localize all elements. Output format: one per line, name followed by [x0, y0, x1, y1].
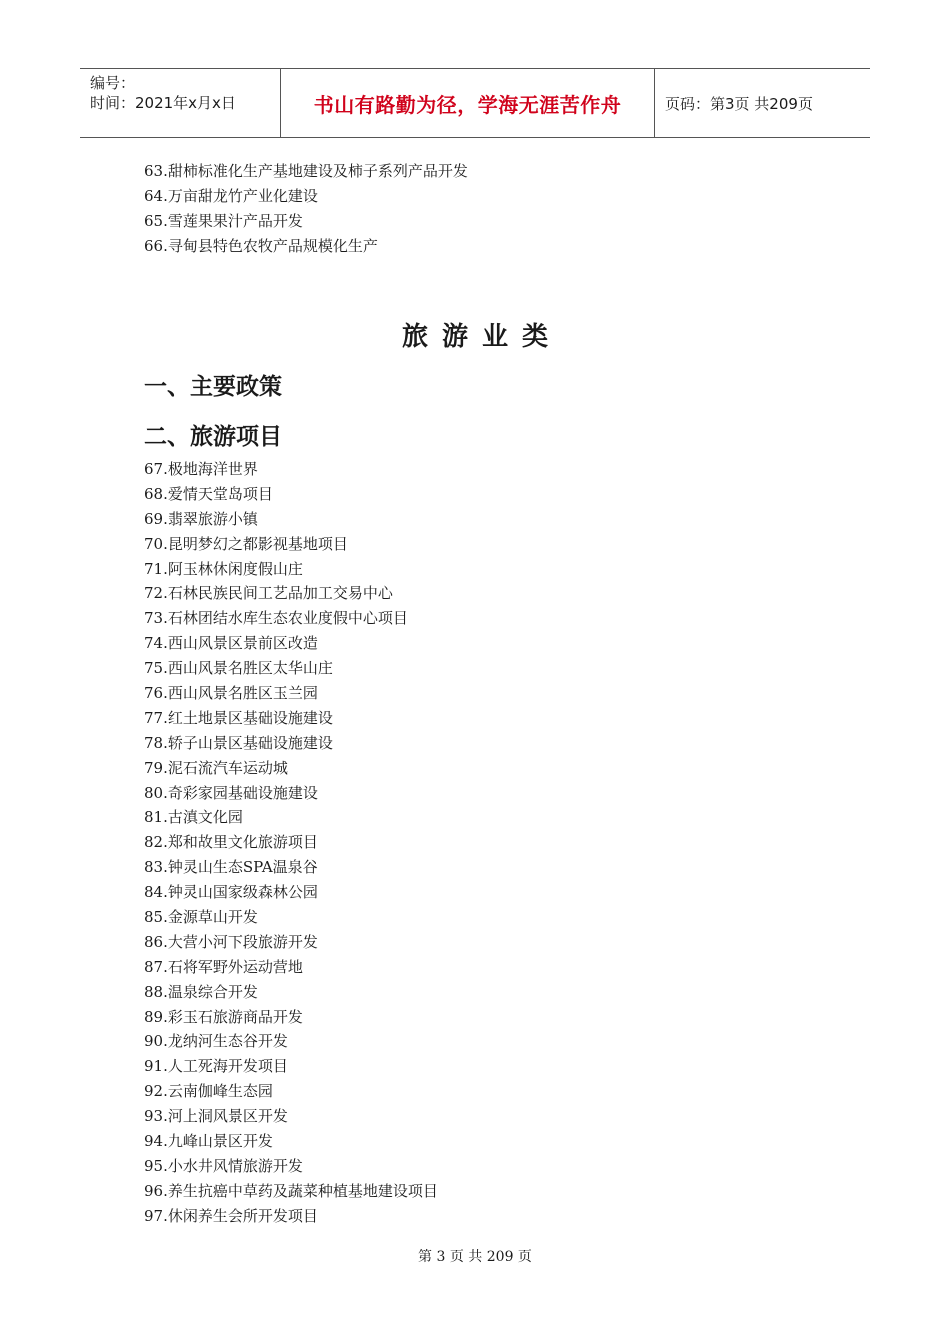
time-label: 时间：2021年x月x日	[90, 94, 236, 112]
list-item: 73.石林团结水库生态农业度假中心项目	[144, 609, 408, 628]
heading-policies: 一、主要政策	[144, 374, 282, 400]
list-item: 92.云南伽峰生态园	[144, 1082, 273, 1101]
list-item: 83.钟灵山生态SPA温泉谷	[144, 858, 318, 877]
header-page-info: 页码：第3页 共209页	[665, 94, 813, 113]
list-item: 70.昆明梦幻之都影视基地项目	[144, 534, 348, 553]
list-item: 64.万亩甜龙竹产业化建设	[144, 186, 318, 205]
list-item: 82.郑和故里文化旅游项目	[144, 833, 318, 852]
list-item: 95.小水井风情旅游开发	[144, 1156, 303, 1175]
heading-projects: 二、旅游项目	[144, 424, 282, 450]
list-item: 94.九峰山景区开发	[144, 1132, 273, 1151]
list-item: 97.休闲养生会所开发项目	[144, 1206, 318, 1225]
list-item: 67.极地海洋世界	[144, 460, 258, 478]
list-item: 66.寻甸县特色农牧产品规模化生产	[144, 236, 378, 255]
code-label: 编号：	[90, 74, 136, 92]
list-item: 89.彩玉石旅游商品开发	[144, 1007, 303, 1026]
list-item: 71.阿玉林休闲度假山庄	[144, 559, 303, 578]
list-item: 63.甜柿标准化生产基地建设及柿子系列产品开发	[144, 162, 468, 180]
list-item: 79.泥石流汽车运动城	[144, 758, 288, 777]
list-projects	[144, 457, 438, 1229]
list-item: 72.石林民族民间工艺品加工交易中心	[144, 584, 393, 603]
list-item: 84.钟灵山国家级森林公园	[144, 883, 318, 902]
list-item: 85.金源草山开发	[144, 908, 258, 927]
list-item: 76.西山风景名胜区玉兰园	[144, 684, 318, 703]
list-item: 90.龙纳河生态谷开发	[144, 1032, 288, 1051]
list-item: 87.石将军野外运动营地	[144, 957, 303, 976]
list-item: 86.大营小河下段旅游开发	[144, 932, 318, 951]
page-footer: 第 3 页 共 209 页	[418, 1249, 532, 1265]
list-item: 69.翡翠旅游小镇	[144, 509, 258, 528]
section-title: 旅游业类	[401, 322, 562, 352]
list-item: 65.雪莲果果汁产品开发	[144, 211, 303, 230]
list-item: 88.温泉综合开发	[144, 982, 258, 1001]
list-item: 93.河上洞风景区开发	[144, 1107, 288, 1126]
list-top	[144, 159, 468, 259]
list-item: 74.西山风景区景前区改造	[144, 634, 318, 653]
list-item: 81.古滇文化园	[144, 808, 243, 827]
header-meta	[80, 69, 281, 137]
header-motto: 书山有路勤为径，学海无涯苦作舟	[281, 69, 655, 137]
list-item: 91.人工死海开发项目	[144, 1057, 288, 1076]
list-item: 80.奇彩家园基础设施建设	[144, 783, 318, 802]
list-item: 75.西山风景名胜区太华山庄	[144, 659, 333, 678]
page-header	[80, 68, 870, 138]
list-item: 68.爱情天堂岛项目	[144, 484, 273, 503]
list-item: 77.红土地景区基础设施建设	[144, 708, 333, 727]
list-item: 78.轿子山景区基础设施建设	[144, 733, 333, 752]
list-item: 96.养生抗癌中草药及蔬菜种植基地建设项目	[144, 1181, 438, 1200]
